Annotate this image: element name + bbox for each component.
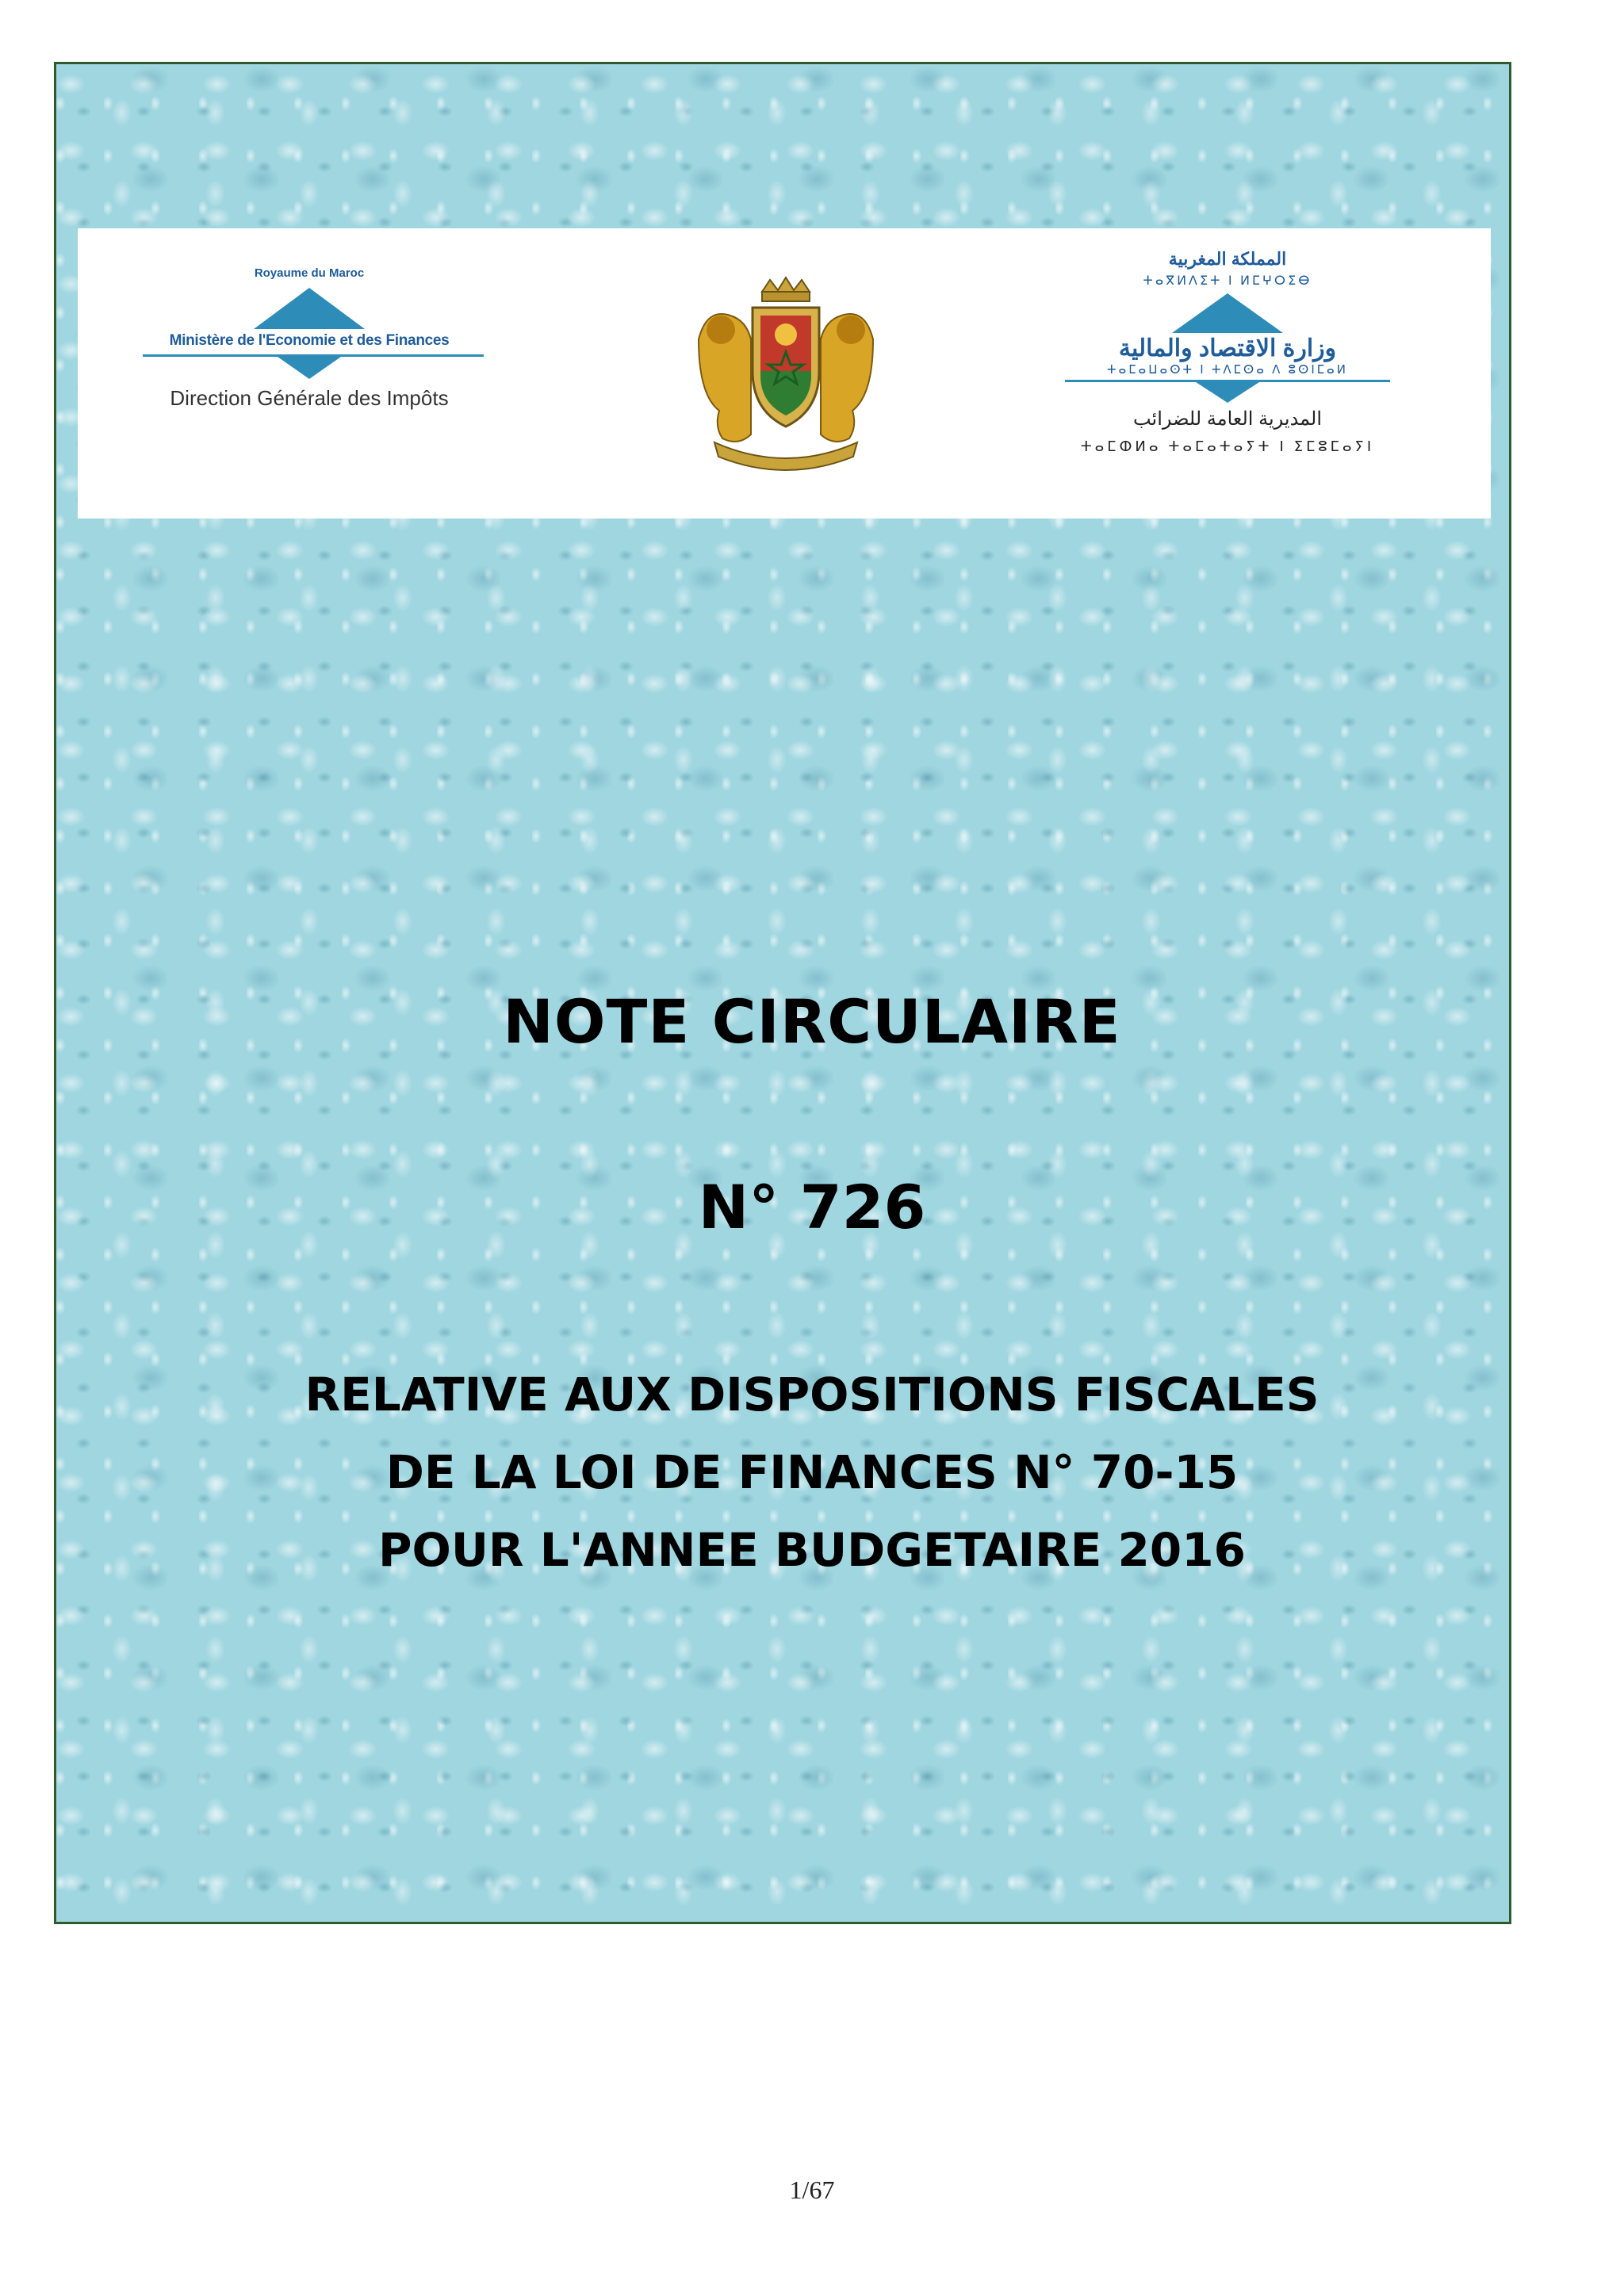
arabic-ministry: وزارة الاقتصاد والمالية [1118, 335, 1337, 362]
logo-band [78, 228, 1491, 519]
coat-of-arms-icon [683, 276, 889, 474]
ministry-name: Ministère de l'Economie et des Finances [169, 332, 450, 349]
inverted-roof-icon [1196, 382, 1259, 403]
subtitle-line: POUR L'ANNEE BUDGETAIRE 2016 [378, 1523, 1246, 1577]
tifinagh-ministry: ⵜⴰⵎⴰⵡⴰⵙⵜ ⵏ ⵜⴷⵎⵙⴰ ⴷ ⵓⵙⵏⵎⴰⵍ [1107, 363, 1348, 377]
direction-name: Direction Générale des Impôts [170, 386, 449, 410]
arabic-kingdom: المملكة المغربية [1168, 249, 1287, 269]
circular-number: N° 726 [698, 1172, 926, 1242]
inverted-roof-icon [278, 357, 341, 379]
document-subtitle [0, 1356, 1624, 1589]
roof-icon [254, 288, 365, 329]
page-number: 1/67 [789, 2175, 835, 2204]
royaume-label: Royaume du Maroc [254, 266, 365, 280]
arabic-logo [998, 249, 1457, 487]
roof-icon [1172, 293, 1283, 333]
subtitle-line: DE LA LOI DE FINANCES N° 70-15 [385, 1445, 1239, 1499]
subtitle-line: RELATIVE AUX DISPOSITIONS FISCALES [304, 1368, 1320, 1422]
tifinagh-direction: ⵜⴰⵎⵀⵍⴰ ⵜⴰⵎⴰⵜⴰⵢⵜ ⵏ ⵉⵎⵓⵎⴰⵢⵏ [1080, 438, 1375, 454]
document-title: NOTE CIRCULAIRE [503, 986, 1121, 1057]
arabic-direction: المديرية العامة للضرائب [1132, 408, 1323, 430]
ministry-logo [143, 265, 476, 479]
tifinagh-kingdom: ⵜⴰⴳⵍⴷⵉⵜ ⵏ ⵍⵎⵖⵔⵉⴱ [1143, 274, 1312, 288]
